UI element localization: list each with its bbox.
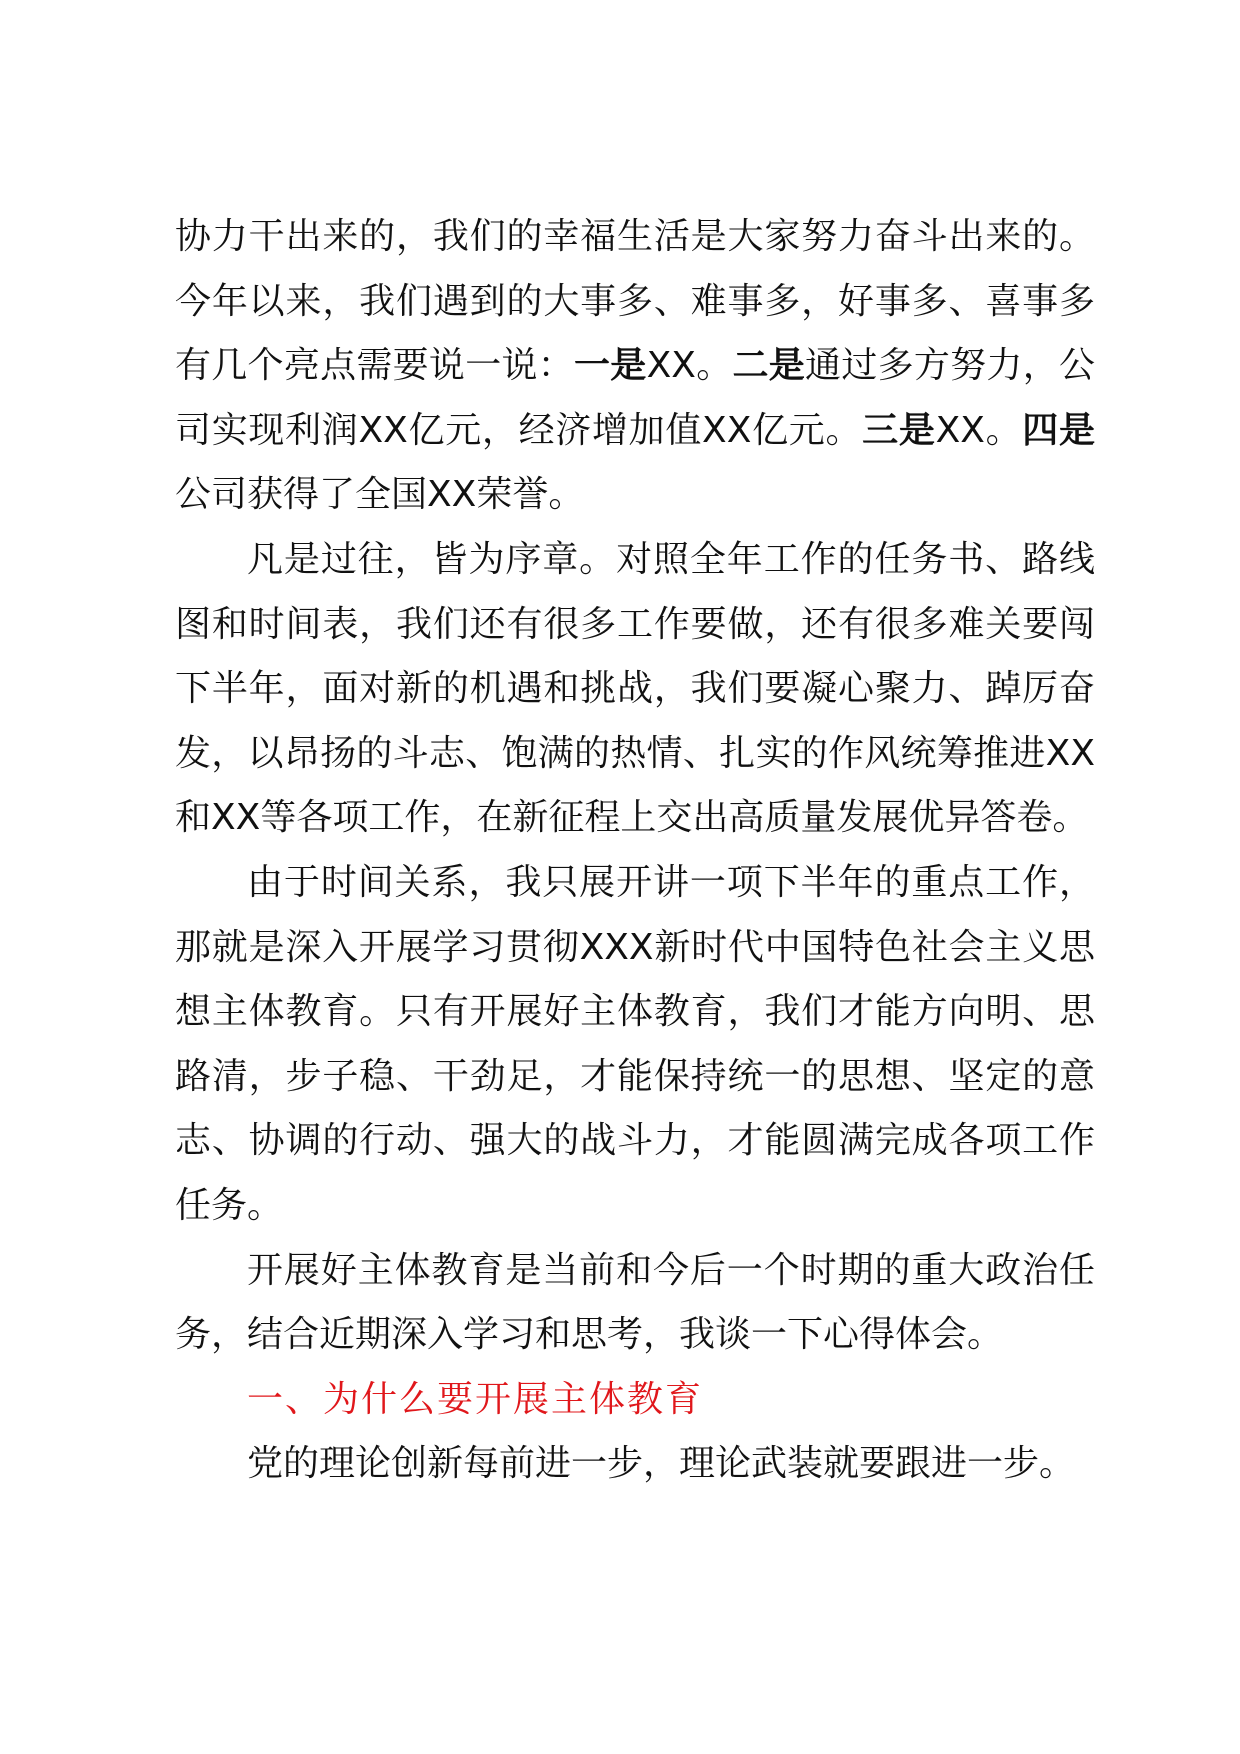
text-run: 通过多方努力，公司实现利润XX亿元，经济增加值XX亿元。 (175, 345, 1095, 451)
text-run: 由于时间关系，我只展开讲一项下半年的重点工作，那就是深入开展学习贯彻XXX新时代中国特色社会主义思想主体教育。只有开展好主体教育，我们才能方向明、思路清，步子稳、干劲足，才能保持统一的思想、坚定的意志、协调的行动、强大的战斗力，才能圆满完成各项工作任务。 (175, 861, 1095, 1226)
section-heading: 一、为什么要开展主体教育 (247, 1378, 704, 1420)
paragraph-outlook (175, 528, 1095, 851)
document-page (175, 205, 1095, 1497)
emphasis-first: 一是 (574, 345, 647, 387)
text-run: 公司获得了全国XX荣誉。 (175, 474, 585, 516)
paragraph-reflections (175, 1239, 1095, 1368)
emphasis-second: 二是 (732, 345, 806, 387)
paragraph-achievements (175, 205, 1095, 528)
text-run: 凡是过往，皆为序章。对照全年工作的任务书、路线图和时间表，我们还有很多工作要做，还有很多难关要闯下半年，面对新的机遇和挑战，我们要凝心聚力、踔厉奋发，以昂扬的斗志、饱满的热情、扎实的作风统筹推进XX和XX等各项工作，在新征程上交出高质量发展优异答卷。 (175, 538, 1095, 839)
text-run: XX。 (935, 409, 1023, 451)
text-run: XX。 (646, 345, 733, 387)
emphasis-third: 三是 (862, 409, 936, 451)
text-run: 开展好主体教育是当前和今后一个时期的重大政治任务，结合近期深入学习和思考，我谈一下心得体会。 (175, 1249, 1095, 1356)
text-run: 协力干出来的，我们的幸福生活是大家努力奋斗出来的。今年以来，我们遇到的大事多、难事多，好事多、喜事多有几个亮点需要说一说： (175, 216, 1095, 387)
paragraph-key-work (175, 851, 1095, 1239)
emphasis-fourth: 四是 (1022, 409, 1095, 451)
paragraph-theory: 党的理论创新每前进一步，理论武装就要跟进一步。 (247, 1443, 1076, 1485)
